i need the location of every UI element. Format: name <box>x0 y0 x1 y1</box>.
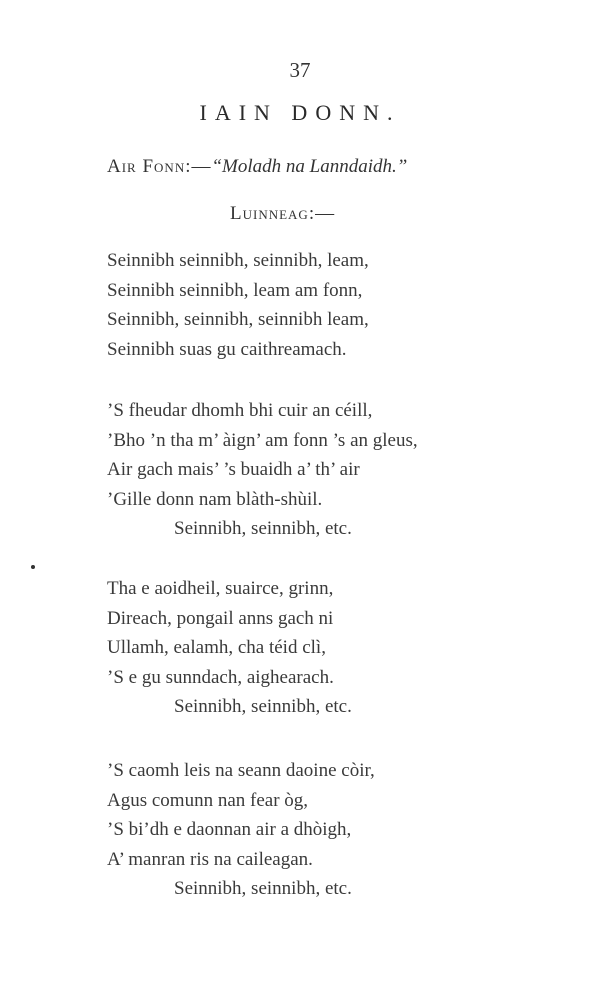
chorus-label: Luinneag:— <box>230 203 336 224</box>
verse-line: ’S e gu sunndach, aighearach. <box>107 666 334 688</box>
air-label: Air Fonn:— <box>107 156 212 177</box>
verse-line: Ullamh, ealamh, cha téid clì, <box>107 637 326 658</box>
stanza-verse-2 <box>107 574 352 722</box>
refrain-line: Seinnibh, seinnibh, etc. <box>174 696 352 717</box>
stanza-verse-1 <box>107 396 418 544</box>
air-tune: “Moladh na Lanndaidh.” <box>211 156 408 177</box>
verse-line: Seinnibh seinnibh, seinnibh, leam, <box>107 250 369 271</box>
printer-mark <box>31 565 35 569</box>
verse-line: ’S bi’dh e daonnan air a dhòigh, <box>107 819 352 840</box>
stanza-verse-3 <box>107 756 375 904</box>
verse-line: Tha e aoidheil, suairce, grinn, <box>107 578 334 599</box>
verse-line: Agus comunn nan fear òg, <box>107 789 309 811</box>
page-number: 37 <box>289 58 311 82</box>
verse-line: A’ manran ris na caileagan. <box>107 848 313 870</box>
verse-line: Seinnibh, seinnibh, seinnibh leam, <box>107 309 369 330</box>
verse-line: Air gach mais’ ’s buaidh a’ th’ air <box>107 459 360 480</box>
verse-line: Direach, pongail anns gach ni <box>107 607 334 629</box>
song-title: IAIN DONN. <box>199 100 401 125</box>
verse-line: Seinnibh suas gu caithreamach. <box>107 338 347 360</box>
refrain-line: Seinnibh, seinnibh, etc. <box>174 518 352 539</box>
verse-line: ’S fheudar dhomh bhi cuir an céill, <box>107 400 373 421</box>
air-line <box>107 156 407 178</box>
verse-line: ’Gille donn nam blàth-shùil. <box>107 488 323 510</box>
verse-line: Seinnibh seinnibh, leam am fonn, <box>107 279 363 301</box>
stanza-chorus <box>107 246 369 364</box>
refrain-line: Seinnibh, seinnibh, etc. <box>174 878 352 899</box>
verse-line: ’S caomh leis na seann daoine còir, <box>107 760 375 781</box>
verse-line: ’Bho ’n tha m’ àign’ am fonn ’s an gleus, <box>107 429 418 451</box>
